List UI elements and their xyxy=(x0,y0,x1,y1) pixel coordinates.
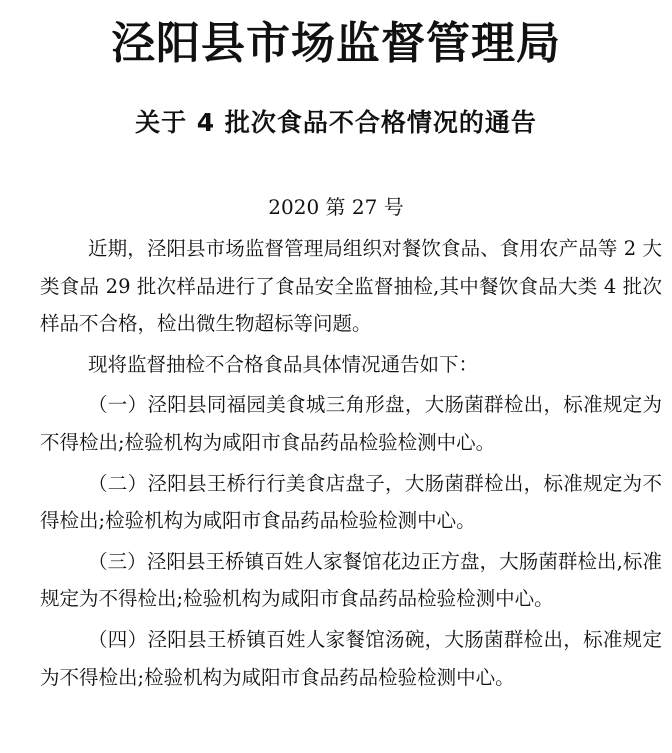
item-paragraph-1: （一）泾阳县同福园美食城三角形盘，大肠菌群检出，标准规定为不得检出;检验机构为咸阳市食品药品检验检测中心。 xyxy=(40,393,662,454)
notice-title: 关于 4 批次食品不合格情况的通告 xyxy=(135,108,537,137)
lead-paragraph: 现将监督抽检不合格食品具体情况通告如下： xyxy=(88,352,479,376)
document-body xyxy=(40,230,662,696)
item-paragraph-2: （二）泾阳县王桥行行美食店盘子，大肠菌群检出，标准规定为不得检出;检验机构为咸阳市食品药品检验检测中心。 xyxy=(40,471,662,533)
intro-paragraph: 近期，泾阳县市场监督管理局组织对餐饮食品、食用农产品等 2 大类食品 29 批次样品进行了食品安全监督抽检,其中餐饮食品大类 4 批次样品不合格，检出微生物超标等问题。 xyxy=(40,237,662,336)
agency-header: 泾阳县市场监督管理局 xyxy=(111,18,561,69)
document-number: 2020 第 27 号 xyxy=(268,195,404,219)
item-paragraph-3: （三）泾阳县王桥镇百姓人家餐馆花边正方盘，大肠菌群检出,标准规定为不得检出;检验机构为咸阳市食品药品检验检测中心。 xyxy=(40,549,662,611)
item-paragraph-4: （四）泾阳县王桥镇百姓人家餐馆汤碗，大肠菌群检出，标准规定为不得检出;检验机构为咸阳市食品药品检验检测中心。 xyxy=(40,627,662,689)
